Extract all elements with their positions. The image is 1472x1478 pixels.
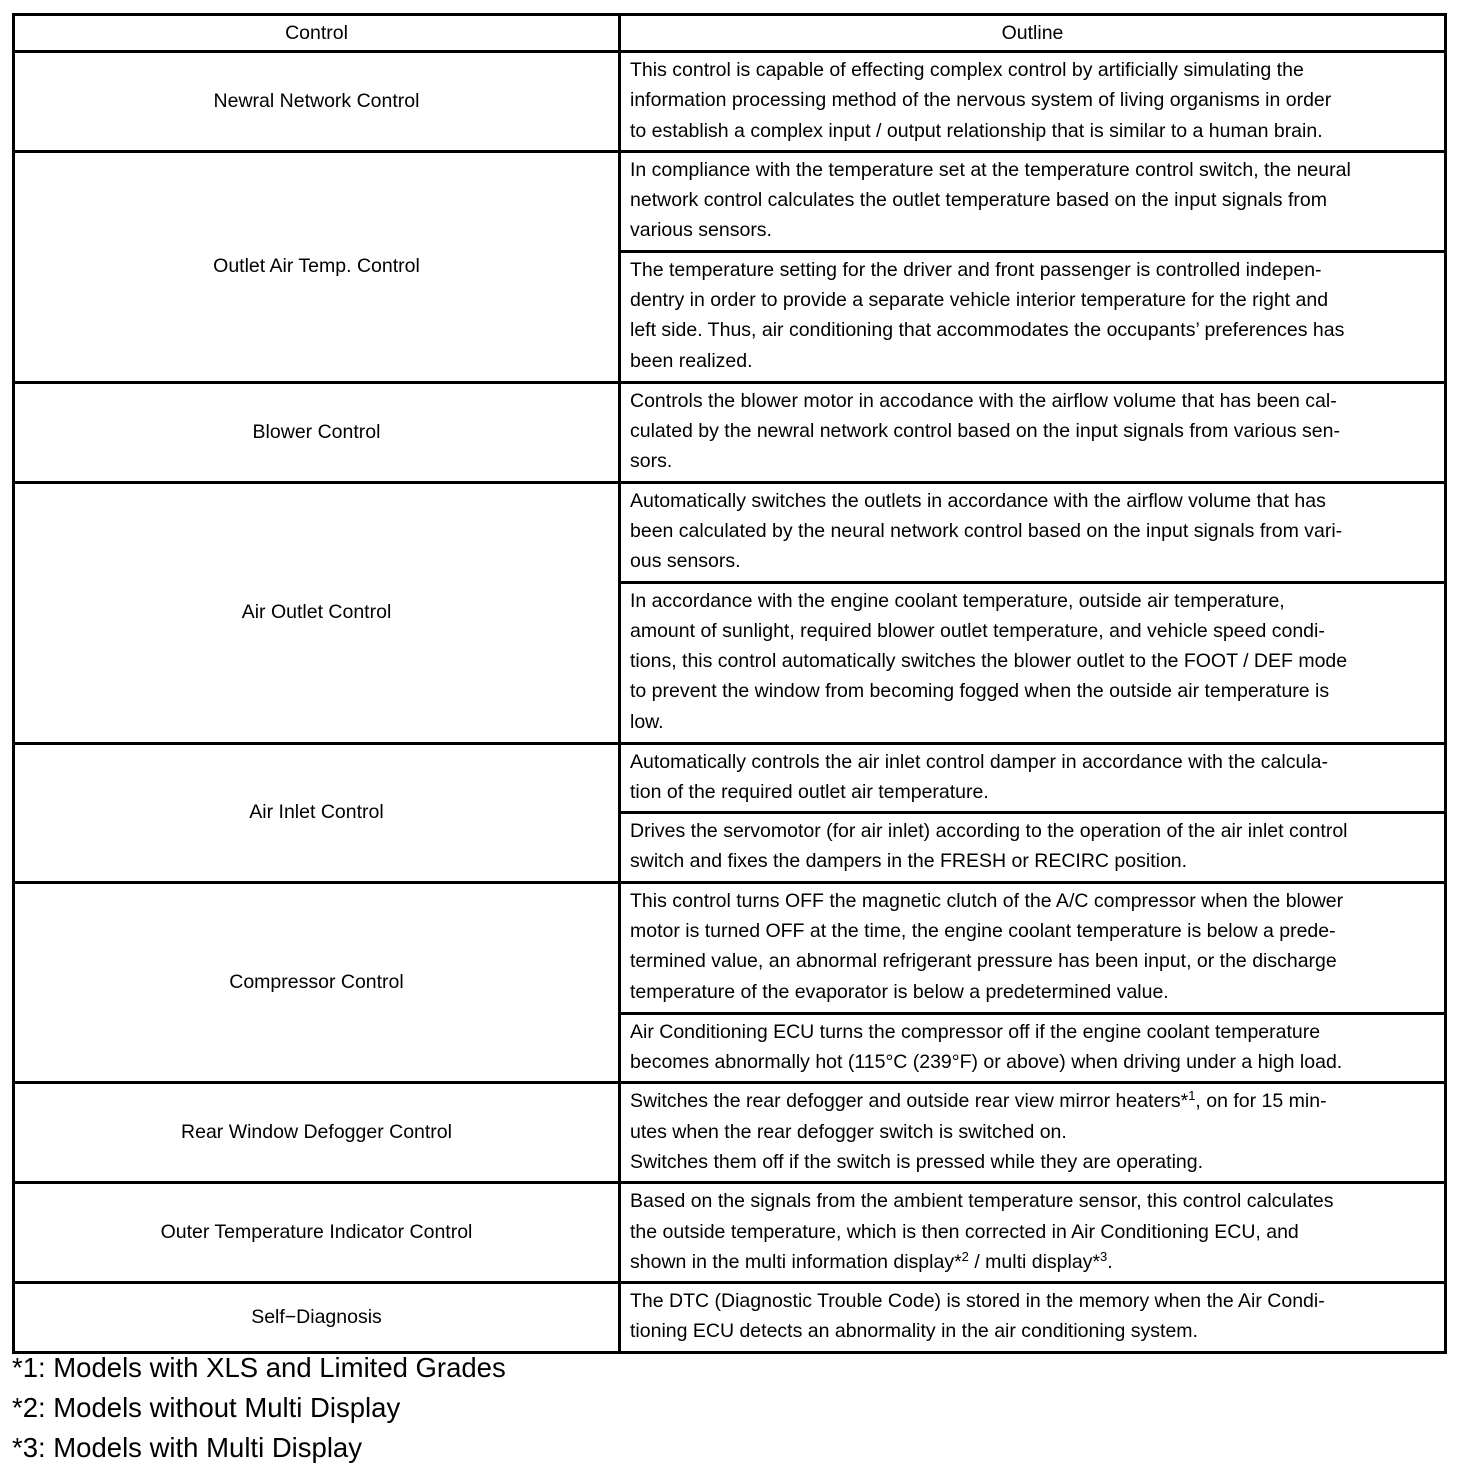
table-row — [14, 1083, 1446, 1183]
control-cell: Blower Control — [14, 382, 620, 482]
control-cell: Outlet Air Temp. Control — [14, 151, 620, 382]
table-row — [14, 151, 1446, 251]
outline-cell — [620, 1183, 1446, 1283]
outline-cell: Drives the servomotor (for air inlet) according to the operation of the air inlet control switch and fixes the dampers in the FRESH or RECIRC position. — [620, 813, 1446, 883]
outline-cell: Controls the blower motor in accodance with the airflow volume that has been cal- culated by the newral network control based on the input signals from various sen- sors. — [620, 382, 1446, 482]
outline-text: / multi display* — [968, 1250, 1101, 1273]
table-row — [14, 743, 1446, 813]
footnote-ref: 1 — [1188, 1088, 1196, 1104]
table-row — [14, 382, 1446, 482]
control-outline-table — [12, 13, 1447, 1354]
table-row — [14, 1183, 1446, 1283]
outline-cell: The DTC (Diagnostic Trouble Code) is stored in the memory when the Air Condi- tioning ECU detects an abnormality in the air conditioning system. — [620, 1283, 1446, 1353]
header-control: Control — [14, 15, 620, 52]
footnotes — [12, 1348, 506, 1468]
table-row — [14, 482, 1446, 582]
control-cell: Compressor Control — [14, 882, 620, 1083]
table-row — [14, 882, 1446, 1013]
outline-cell: Automatically switches the outlets in accordance with the airflow volume that has been calculated by the neural network control based on the input signals from vari- ous sensors. — [620, 482, 1446, 582]
table-row — [14, 52, 1446, 152]
outline-cell: This control is capable of effecting complex control by artificially simulating the information processing method of the nervous system of living organisms in order to establish a complex input / output relationship that is similar to a human brain. — [620, 52, 1446, 152]
footnote-1: *1: Models with XLS and Limited Grades — [12, 1352, 506, 1383]
table-row — [14, 1283, 1446, 1353]
outline-text: , on for 15 min- utes when the rear defogger switch is switched on. Switches them off if the switch is pressed while they are operating. — [630, 1090, 1327, 1173]
header-row — [14, 15, 1446, 52]
header-outline: Outline — [620, 15, 1446, 52]
control-cell: Self−Diagnosis — [14, 1283, 620, 1353]
outline-text: . — [1107, 1250, 1113, 1273]
control-cell: Air Inlet Control — [14, 743, 620, 882]
control-cell: Outer Temperature Indicator Control — [14, 1183, 620, 1283]
outline-cell: Air Conditioning ECU turns the compressor off if the engine coolant temperature becomes abnormally hot (115°C (239°F) or above) when driving under a high load. — [620, 1013, 1446, 1083]
outline-cell: In accordance with the engine coolant temperature, outside air temperature, amount of sunlight, required blower outlet temperature, and vehicle speed condi- tions, this control automatically switches the blower outlet to the FOOT / DEF mode to prevent the window from becoming fogged when the outside air temperature is low. — [620, 582, 1446, 743]
control-cell: Rear Window Defogger Control — [14, 1083, 620, 1183]
outline-cell: The temperature setting for the driver and front passenger is controlled indepen- dentry in order to provide a separate vehicle interior temperature for the right and left side. Thus, air conditioning that accommodates the occupants’ preferences has been realized. — [620, 251, 1446, 382]
footnote-ref: 3 — [1100, 1248, 1108, 1264]
outline-cell: Automatically controls the air inlet control damper in accordance with the calcula- tion of the required outlet air temperature. — [620, 743, 1446, 813]
outline-cell: This control turns OFF the magnetic clutch of the A/C compressor when the blower motor is turned OFF at the time, the engine coolant temperature is below a prede- termined value, an abnormal refrigerant pressure has been input, or the discharge temperature of the evaporator is below a predetermined value. — [620, 882, 1446, 1013]
outline-text: Based on the signals from the ambient temperature sensor, this control calculates the outside temperature, which is then corrected in Air Conditioning ECU, and shown in the multi information display* — [630, 1190, 1334, 1273]
footnote-ref: 2 — [961, 1248, 969, 1264]
footnote-3: *3: Models with Multi Display — [12, 1432, 362, 1463]
control-cell: Newral Network Control — [14, 52, 620, 152]
outline-text: Switches the rear defogger and outside rear view mirror heaters* — [630, 1090, 1189, 1113]
outline-cell — [620, 1083, 1446, 1183]
control-cell: Air Outlet Control — [14, 482, 620, 743]
footnote-2: *2: Models without Multi Display — [12, 1392, 401, 1423]
outline-cell: In compliance with the temperature set at the temperature control switch, the neural network control calculates the outlet temperature based on the input signals from various sensors. — [620, 151, 1446, 251]
